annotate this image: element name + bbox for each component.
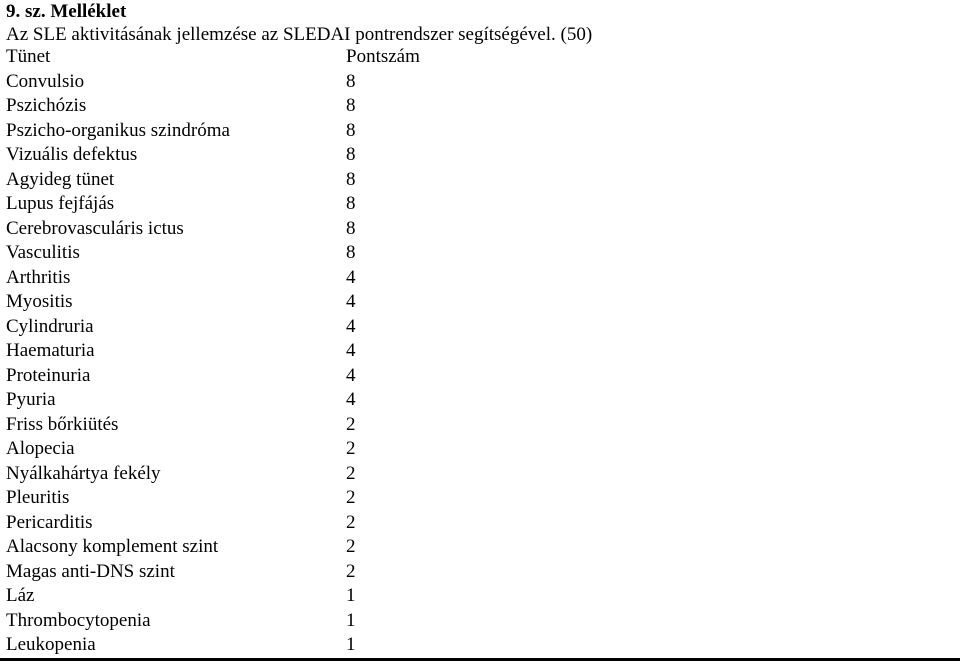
score-cell: 8 xyxy=(346,168,356,190)
table-row xyxy=(6,241,466,266)
symptom-cell: Alopecia xyxy=(6,438,75,459)
symptom-cell: Alacsony komplement szint xyxy=(6,536,219,557)
score-cell: 4 xyxy=(346,389,356,410)
score-cell: 8 xyxy=(346,193,356,214)
table-body xyxy=(6,70,466,658)
column-header-score: Pontszám xyxy=(346,46,420,67)
symptom-cell: Pericarditis xyxy=(6,511,93,533)
table-row xyxy=(6,94,466,119)
table-row xyxy=(6,413,466,438)
column-header-symptom: Tünet xyxy=(6,46,51,67)
symptom-cell: Láz xyxy=(6,585,35,606)
score-cell: 1 xyxy=(346,609,356,631)
score-cell: 4 xyxy=(346,364,356,386)
symptom-cell: Lupus fejfájás xyxy=(6,193,115,214)
table-row xyxy=(6,168,466,193)
table-row xyxy=(6,388,466,413)
table-row xyxy=(6,364,466,389)
score-cell: 4 xyxy=(346,315,356,337)
table-row xyxy=(6,70,466,95)
score-cell: 8 xyxy=(346,70,356,92)
score-cell: 1 xyxy=(346,634,356,655)
score-cell: 2 xyxy=(346,487,356,508)
score-cell: 2 xyxy=(346,413,356,435)
symptom-cell: Magas anti-DNS szint xyxy=(6,560,175,582)
symptom-cell: Nyálkahártya fekély xyxy=(6,462,161,484)
score-cell: 8 xyxy=(346,217,356,239)
score-cell: 8 xyxy=(346,95,356,116)
symptom-cell: Proteinuria xyxy=(6,364,91,386)
score-cell: 4 xyxy=(346,291,356,312)
symptom-cell: Thrombocytopenia xyxy=(6,609,151,631)
score-cell: 4 xyxy=(346,266,356,288)
table-row xyxy=(6,315,466,340)
score-cell: 4 xyxy=(346,340,356,361)
symptom-cell: Pleuritis xyxy=(6,487,70,508)
table-row xyxy=(6,437,466,462)
table-row xyxy=(6,609,466,634)
appendix-heading: 9. sz. Melléklet xyxy=(6,1,127,22)
symptom-cell: Haematuria xyxy=(6,340,95,361)
symptom-cell: Arthritis xyxy=(6,266,71,288)
symptom-cell: Vizuális defektus xyxy=(6,144,138,165)
score-cell: 8 xyxy=(346,144,356,165)
table-row xyxy=(6,143,466,168)
score-cell: 2 xyxy=(346,560,356,582)
table-row xyxy=(6,462,466,487)
score-cell: 8 xyxy=(346,242,356,263)
document xyxy=(6,0,956,658)
score-cell: 1 xyxy=(346,585,356,606)
symptom-cell: Myositis xyxy=(6,291,73,312)
symptom-cell: Vasculitis xyxy=(6,242,80,263)
symptom-cell: Pszichózis xyxy=(6,95,87,116)
symptom-cell: Pyuria xyxy=(6,389,56,410)
score-cell: 2 xyxy=(346,462,356,484)
table-row xyxy=(6,633,466,658)
table-header-row xyxy=(6,45,466,70)
symptom-cell: Friss bőrkiütés xyxy=(6,413,119,435)
table-row xyxy=(6,511,466,536)
table-row xyxy=(6,560,466,585)
table-row xyxy=(6,290,466,315)
table-row xyxy=(6,584,466,609)
symptom-cell: Agyideg tünet xyxy=(6,168,115,190)
table-row xyxy=(6,486,466,511)
table-row xyxy=(6,192,466,217)
score-cell: 2 xyxy=(346,536,356,557)
symptom-cell: Cerebrovasculáris ictus xyxy=(6,217,184,239)
table-row xyxy=(6,339,466,364)
sledai-table xyxy=(6,45,466,658)
table-row xyxy=(6,119,466,144)
score-cell: 8 xyxy=(346,119,356,141)
table-row xyxy=(6,535,466,560)
symptom-cell: Leukopenia xyxy=(6,634,96,655)
bottom-divider xyxy=(0,658,960,661)
symptom-cell: Pszicho-organikus szindróma xyxy=(6,119,230,141)
symptom-cell: Cylindruria xyxy=(6,315,94,337)
score-cell: 2 xyxy=(346,511,356,533)
table-caption: Az SLE aktivitásának jellemzése az SLEDAI pontrendszer segítségével. (50) xyxy=(6,24,593,45)
table-row xyxy=(6,217,466,242)
symptom-cell: Convulsio xyxy=(6,70,85,92)
score-cell: 2 xyxy=(346,438,356,459)
table-row xyxy=(6,266,466,291)
